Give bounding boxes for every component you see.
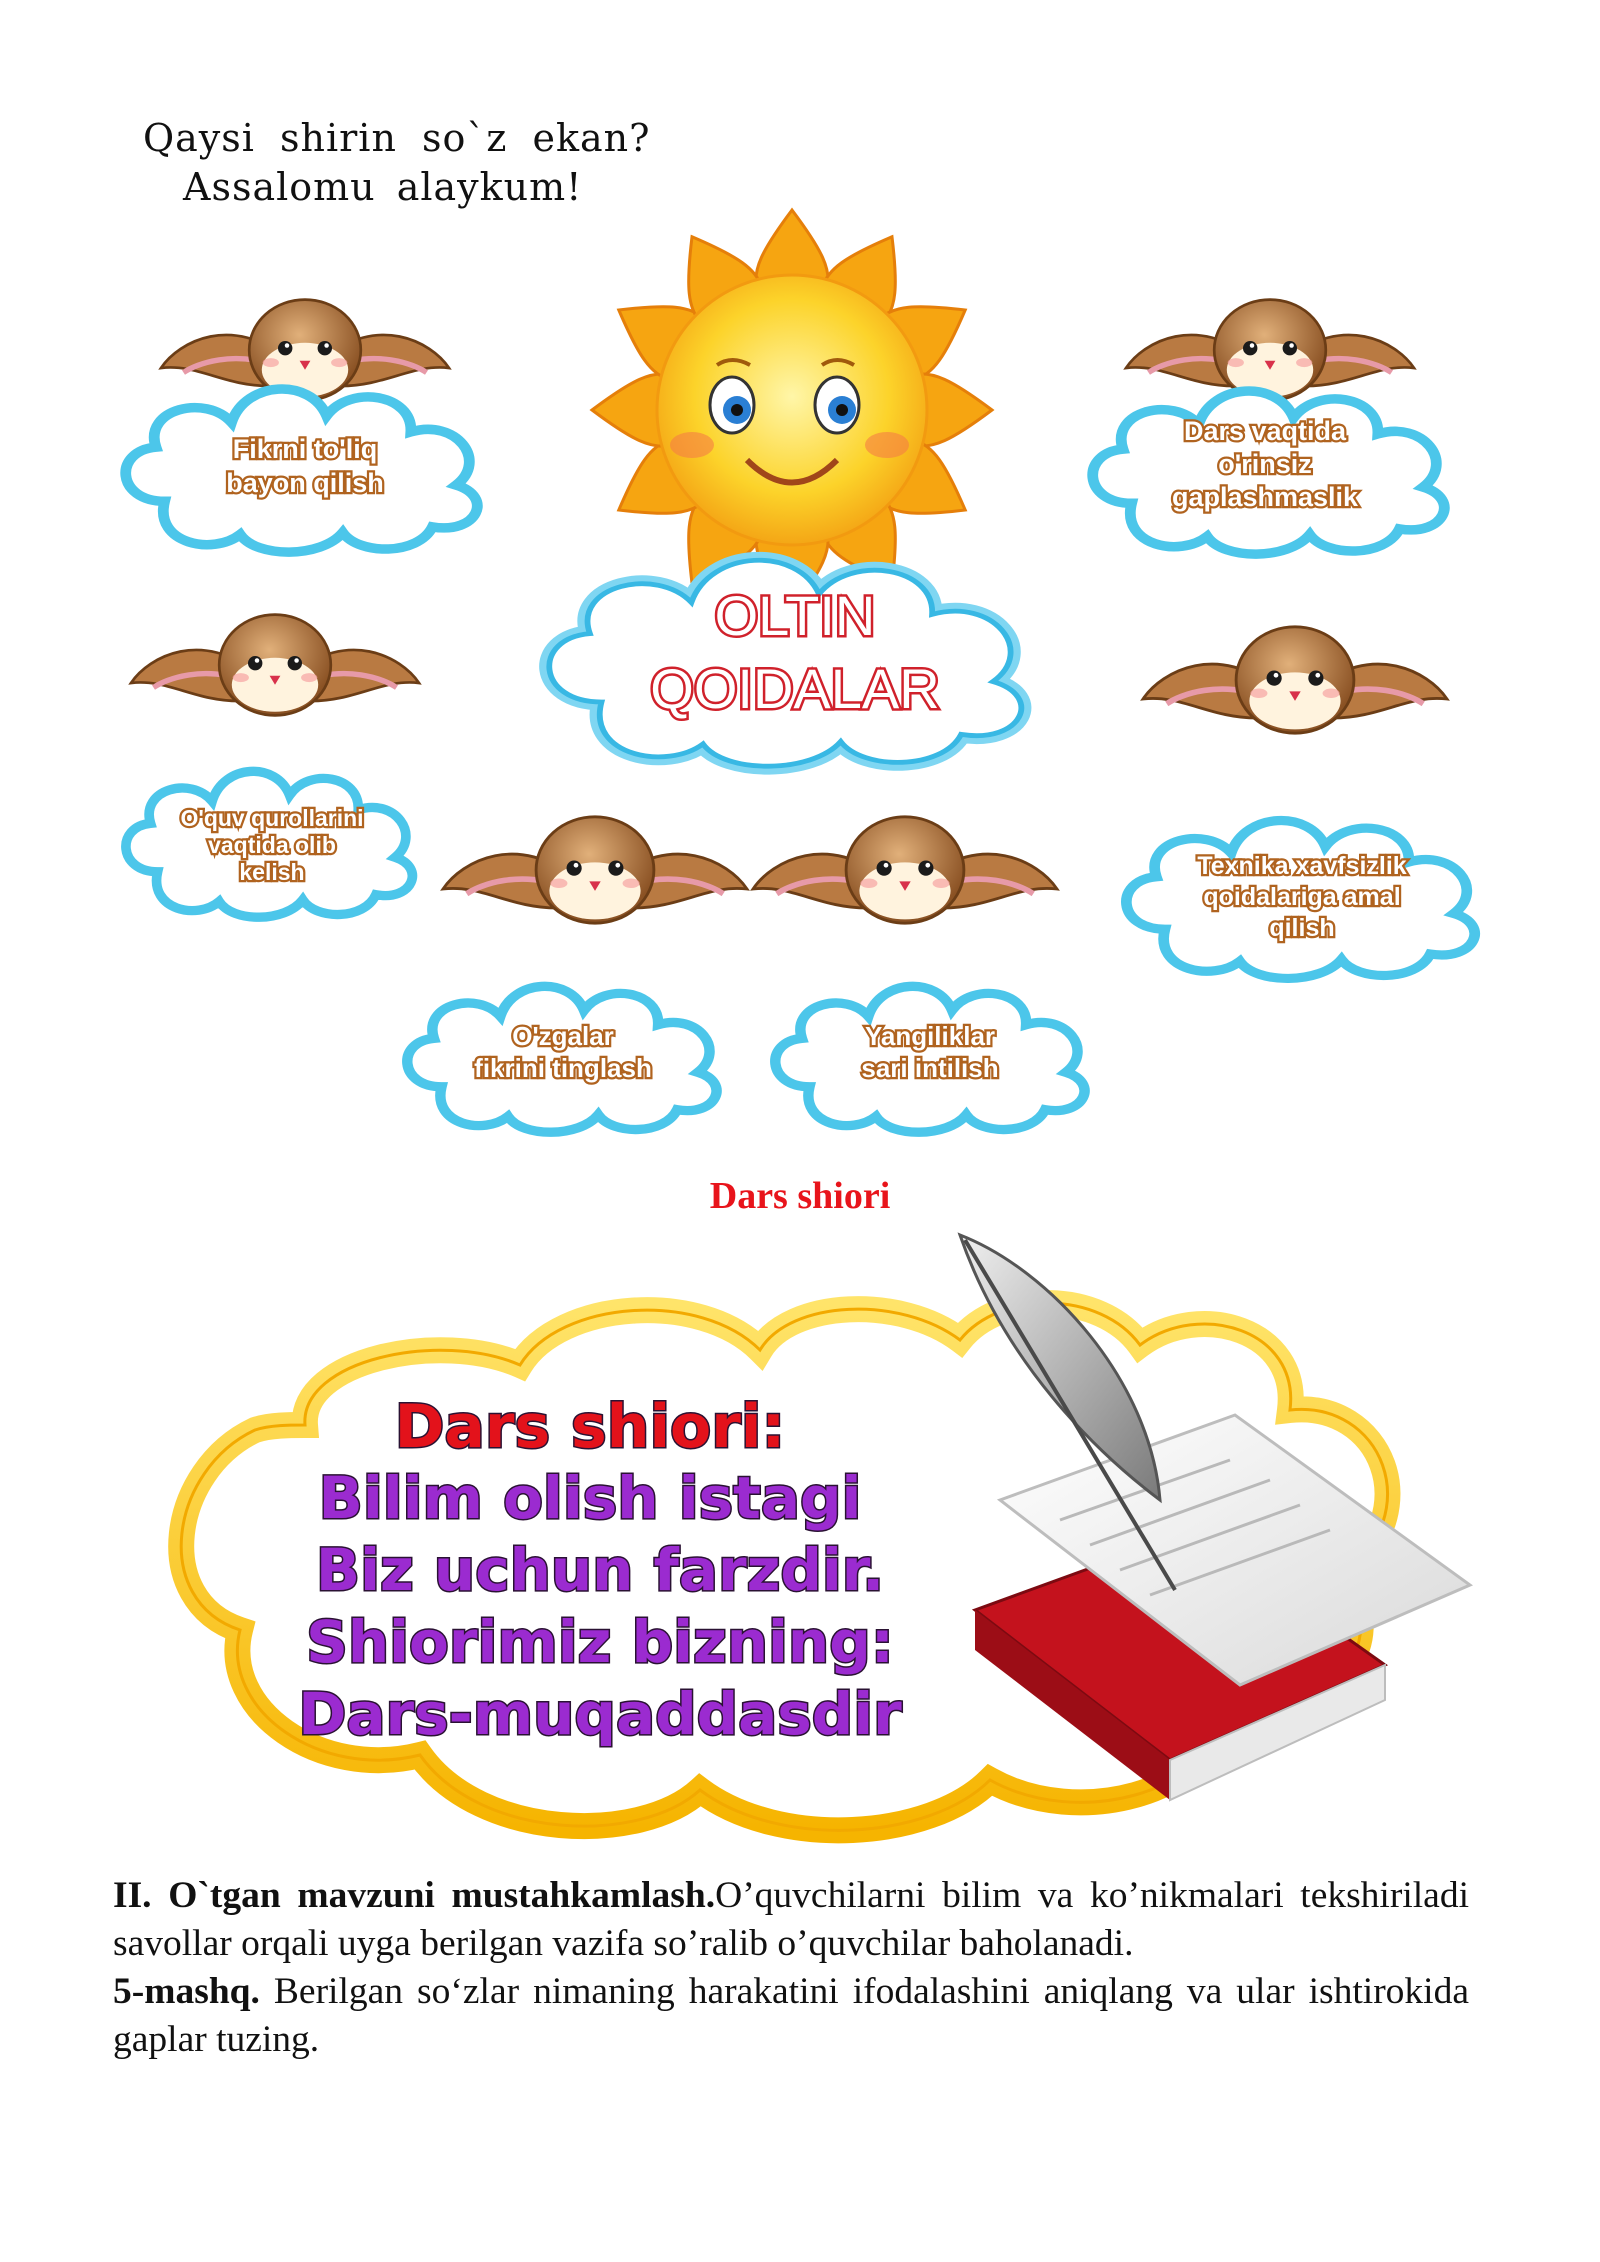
exercise-paragraph [113,1968,1469,2064]
rule-4-line-3: qilish [1269,914,1335,942]
rule-2-line-2: o'rinsiz [1218,449,1312,479]
intro-question: Qaysi shirin so`z ekan? [143,116,651,160]
motto-heading: Dars shiori: [394,1392,786,1462]
rule-2-line-3: gaplashmaslik [1171,482,1359,512]
rule-3-line-2: vaqtida olib [208,832,336,858]
title-line-1: OLTIN [714,584,876,647]
rule-5-line-2: fikrini tinglash [474,1053,652,1083]
rule-5-line-1: O'zgalar [512,1021,614,1051]
exercise-label: 5-mashq. [113,1971,260,2012]
title-line-2: QOIDALAR [650,657,940,720]
intro-answer: Assalomu alaykum! [183,165,583,209]
rule-4-line-2: qoidalariga amal [1203,883,1401,911]
motto-line-1: Bilim olish istagi [318,1464,862,1532]
rule-3-line-3: kelish [239,859,305,885]
rule-1-line-1: Fikrni to'liq [232,434,378,464]
rule-3-line-1: O'quv qurollarini [180,805,364,831]
section-paragraph [113,1872,1469,1968]
motto-caption: Dars shiori [709,1175,891,1217]
rule-6-line-2: sari intilish [861,1053,999,1083]
motto-line-4: Dars-muqaddasdir [298,1680,902,1748]
rule-2-line-1: Dars vaqtida [1183,416,1347,446]
motto-line-3: Shiorimiz bizning: [306,1608,894,1676]
exercise-text: Berilgan so‘zlar nimaning harakatini ifodalashini aniqlang va ular ishtirokida gaplar tuzing. [113,1971,1469,2060]
rule-1-line-2: bayon qilish [226,468,384,498]
rule-6-line-1: Yangiliklar [864,1021,996,1051]
rule-4-line-1: Texnika xavfsizlik [1197,852,1407,880]
section-heading: II. O`tgan mavzuni mustahkamlash. [113,1875,716,1916]
motto-line-2: Biz uchun farzdir. [315,1536,885,1604]
section-text: O’quvchilarni bilim va ko’nikmalari tekshiriladi savollar orqali uyga berilgan vazifa so’ralib o’quvchilar baholanadi. [113,1875,1469,1964]
lesson-text [113,1872,1469,2064]
